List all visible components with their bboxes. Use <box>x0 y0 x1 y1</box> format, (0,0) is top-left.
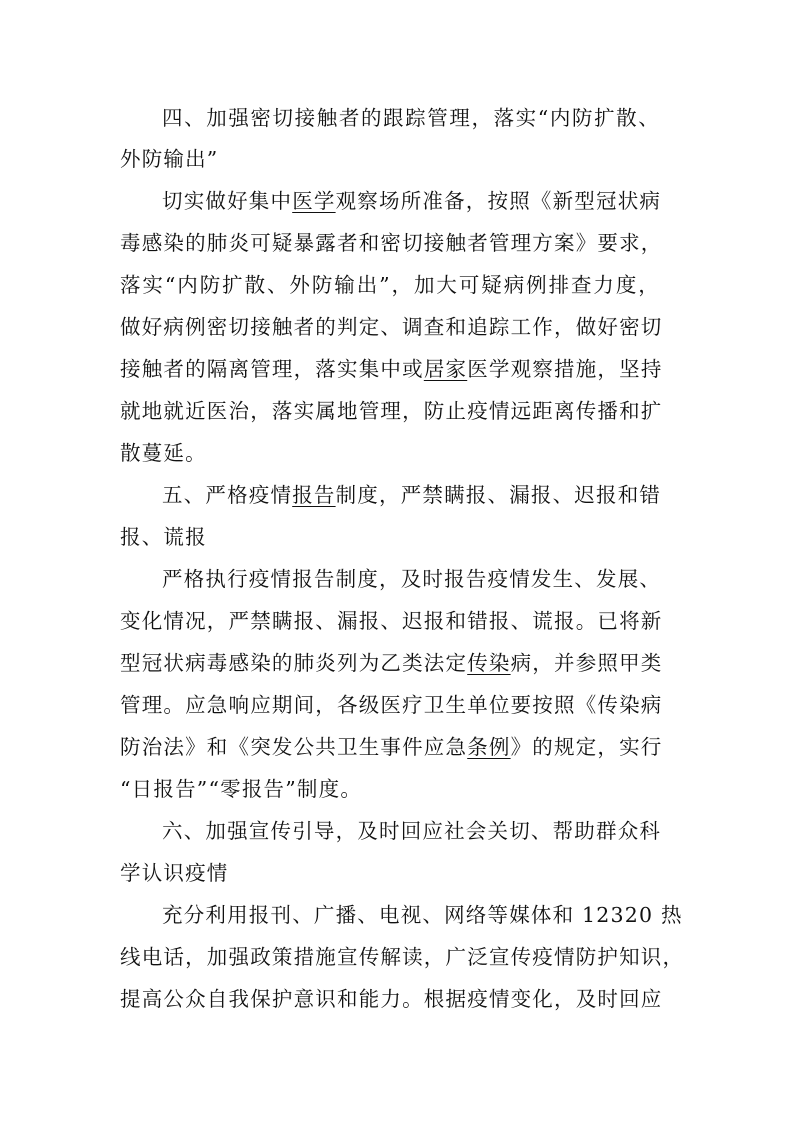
paragraph-line <box>120 649 663 677</box>
text-run: 观察场所准备，按照《新型冠状病 <box>335 189 662 213</box>
paragraph-line <box>120 439 660 467</box>
text-run: 接触者的隔离管理，落实集中或 <box>120 357 424 381</box>
paragraph-line <box>120 733 663 761</box>
text-run: 医学观察措施，坚持 <box>467 357 663 381</box>
text-run: “日报告”“零报告”制度。 <box>120 777 363 801</box>
paragraph-line <box>162 187 660 215</box>
section-heading-line <box>162 481 660 509</box>
heading-text: 六、加强宣传引导，及时回应社会关切、帮助群众科 <box>162 819 662 843</box>
text-run: 病，并参照甲类 <box>510 651 663 675</box>
section-heading-line <box>120 859 660 887</box>
section-heading-line <box>120 523 660 551</box>
text-run: 防治法》和《突发公共卫生事件应急 <box>120 735 468 759</box>
text-run: 线电话，加强政策措施宣传解读，广泛宣传疫情防护知识， <box>120 945 685 969</box>
section-heading-line <box>120 145 660 173</box>
text-run: 充分利用报刊、广播、电视、网络等媒体和 12320 热 <box>162 903 683 927</box>
paragraph-line <box>120 985 663 1013</box>
paragraph-line <box>120 271 660 299</box>
section-heading-line <box>162 104 660 132</box>
heading-text: 制度，严禁瞒报、漏报、迟报和错 <box>335 483 662 507</box>
heading-text: 外防输出” <box>120 147 219 171</box>
paragraph-line <box>162 901 683 929</box>
text-run: 型冠状病毒感染的肺炎列为乙类法定 <box>120 651 468 675</box>
text-run: 提高公众自我保护意识和能力。根据疫情变化，及时回应 <box>120 987 663 1011</box>
text-run: 落实“内防扩散、外防输出”，加大可疑病例排查力度， <box>120 273 660 297</box>
text-run: 做好病例密切接触者的判定、调查和追踪工作，做好密切 <box>120 315 663 339</box>
underlined-term: 报告 <box>292 483 336 507</box>
text-run: 管理。应急响应期间，各级医疗卫生单位要按照《传染病 <box>120 693 663 717</box>
paragraph-line <box>120 355 663 383</box>
underlined-term: 条例 <box>467 735 511 759</box>
underlined-term: 居家 <box>423 357 468 381</box>
heading-text: 报、谎报 <box>120 525 207 549</box>
underlined-term: 医学 <box>292 189 336 213</box>
paragraph-line <box>120 397 663 425</box>
text-run: 严格执行疫情报告制度，及时报告疫情发生、发展、 <box>162 567 662 591</box>
text-run: 散蔓延。 <box>120 441 207 465</box>
heading-text: 四、加强密切接触者的跟踪管理，落实“内防扩散、 <box>162 106 660 130</box>
paragraph-line <box>162 565 660 593</box>
paragraph-line <box>120 313 663 341</box>
paragraph-line <box>120 229 663 257</box>
paragraph-line <box>120 607 663 635</box>
text-run: 毒感染的肺炎可疑暴露者和密切接触者管理方案》要求， <box>120 231 663 255</box>
text-run: 切实做好集中 <box>162 189 293 213</box>
text-run: 变化情况，严禁瞒报、漏报、迟报和错报、谎报。已将新 <box>120 609 663 633</box>
text-run: 》的规定，实行 <box>510 735 663 759</box>
paragraph-line <box>120 943 685 971</box>
text-run: 就地就近医治，落实属地管理，防止疫情远距离传播和扩 <box>120 399 663 423</box>
paragraph-line <box>120 691 663 719</box>
section-heading-line <box>162 817 660 845</box>
heading-text: 五、严格疫情 <box>162 483 293 507</box>
paragraph-line <box>120 775 660 803</box>
underlined-term: 传染 <box>467 651 511 675</box>
heading-text: 学认识疫情 <box>120 861 229 885</box>
